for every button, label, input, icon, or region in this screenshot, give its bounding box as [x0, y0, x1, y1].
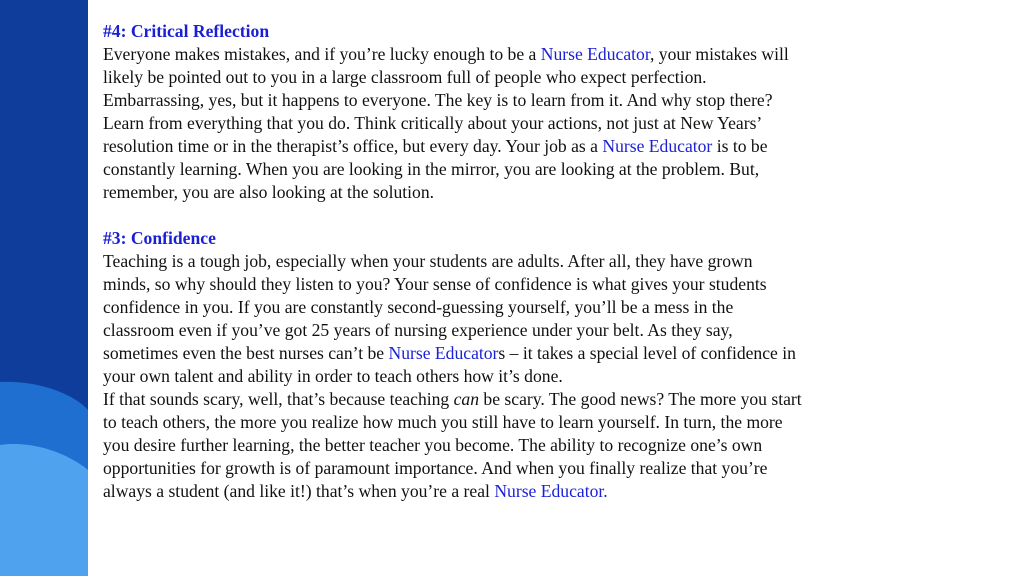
section-heading-critical-reflection: #4: Critical Reflection: [103, 21, 270, 41]
article-content: [103, 20, 803, 503]
text-segment: be scary. The good news? The more you start to teach others, the more you realize how much you still have to learn yourself. In turn, the more you desire further learning, the better teacher you become. The ability to recognize one’s own opportunities for growth is of paramount importance. And when you finally realize that you’re always a student (and like it!) that’s when you’re a real: [103, 389, 802, 501]
emphasis-text: can: [453, 389, 480, 409]
nurse-educator-link[interactable]: Nurse Educator: [540, 44, 650, 64]
sidebar-decoration: [0, 0, 88, 576]
text-segment: If that sounds scary, well, that’s because teaching: [103, 389, 454, 409]
nurse-educator-link[interactable]: Nurse Educator.: [494, 481, 608, 501]
text-segment: s – it takes a special level of confidence in your own talent and ability in order to teach others how it’s done.: [103, 343, 796, 386]
critical-reflection-paragraph: [103, 43, 803, 204]
text-segment: Everyone makes mistakes, and if you’re lucky enough to be a: [103, 44, 541, 64]
text-segment: , your mistakes will likely be pointed out to you in a large classroom full of people who expect perfection. Embarrassing, yes, but it happens to everyone. The key is to learn from it. And why stop there? Learn from everything that you do. Think critically about your actions, not just at New Years’ resolution time or in the therapist’s office, but every day. Your job as a: [103, 44, 789, 156]
nurse-educator-link[interactable]: Nurse Educator: [602, 136, 713, 156]
text-segment: Teaching is a tough job, especially when your students are adults. After all, they have grown minds, so why should they listen to you? Your sense of confidence is what gives your students confidence in you. If you are constantly second-guessing yourself, you’ll be a mess in the classroom even if you’ve got 25 years of nursing experience under your belt. As they say, sometimes even the best nurses can’t be: [103, 251, 767, 363]
sidebar-wave-light: [0, 444, 88, 576]
section-heading-confidence: #3: Confidence: [103, 228, 216, 248]
sidebar-wave-graphic: [0, 0, 88, 576]
nurse-educator-link[interactable]: Nurse Educator: [388, 343, 499, 363]
confidence-paragraph-1: [103, 250, 803, 388]
confidence-paragraph-2: [103, 388, 803, 503]
text-segment: is to be constantly learning. When you are looking in the mirror, you are looking at the problem. But, remember, you are also looking at the solution.: [103, 136, 768, 202]
section-spacer: [103, 204, 803, 227]
